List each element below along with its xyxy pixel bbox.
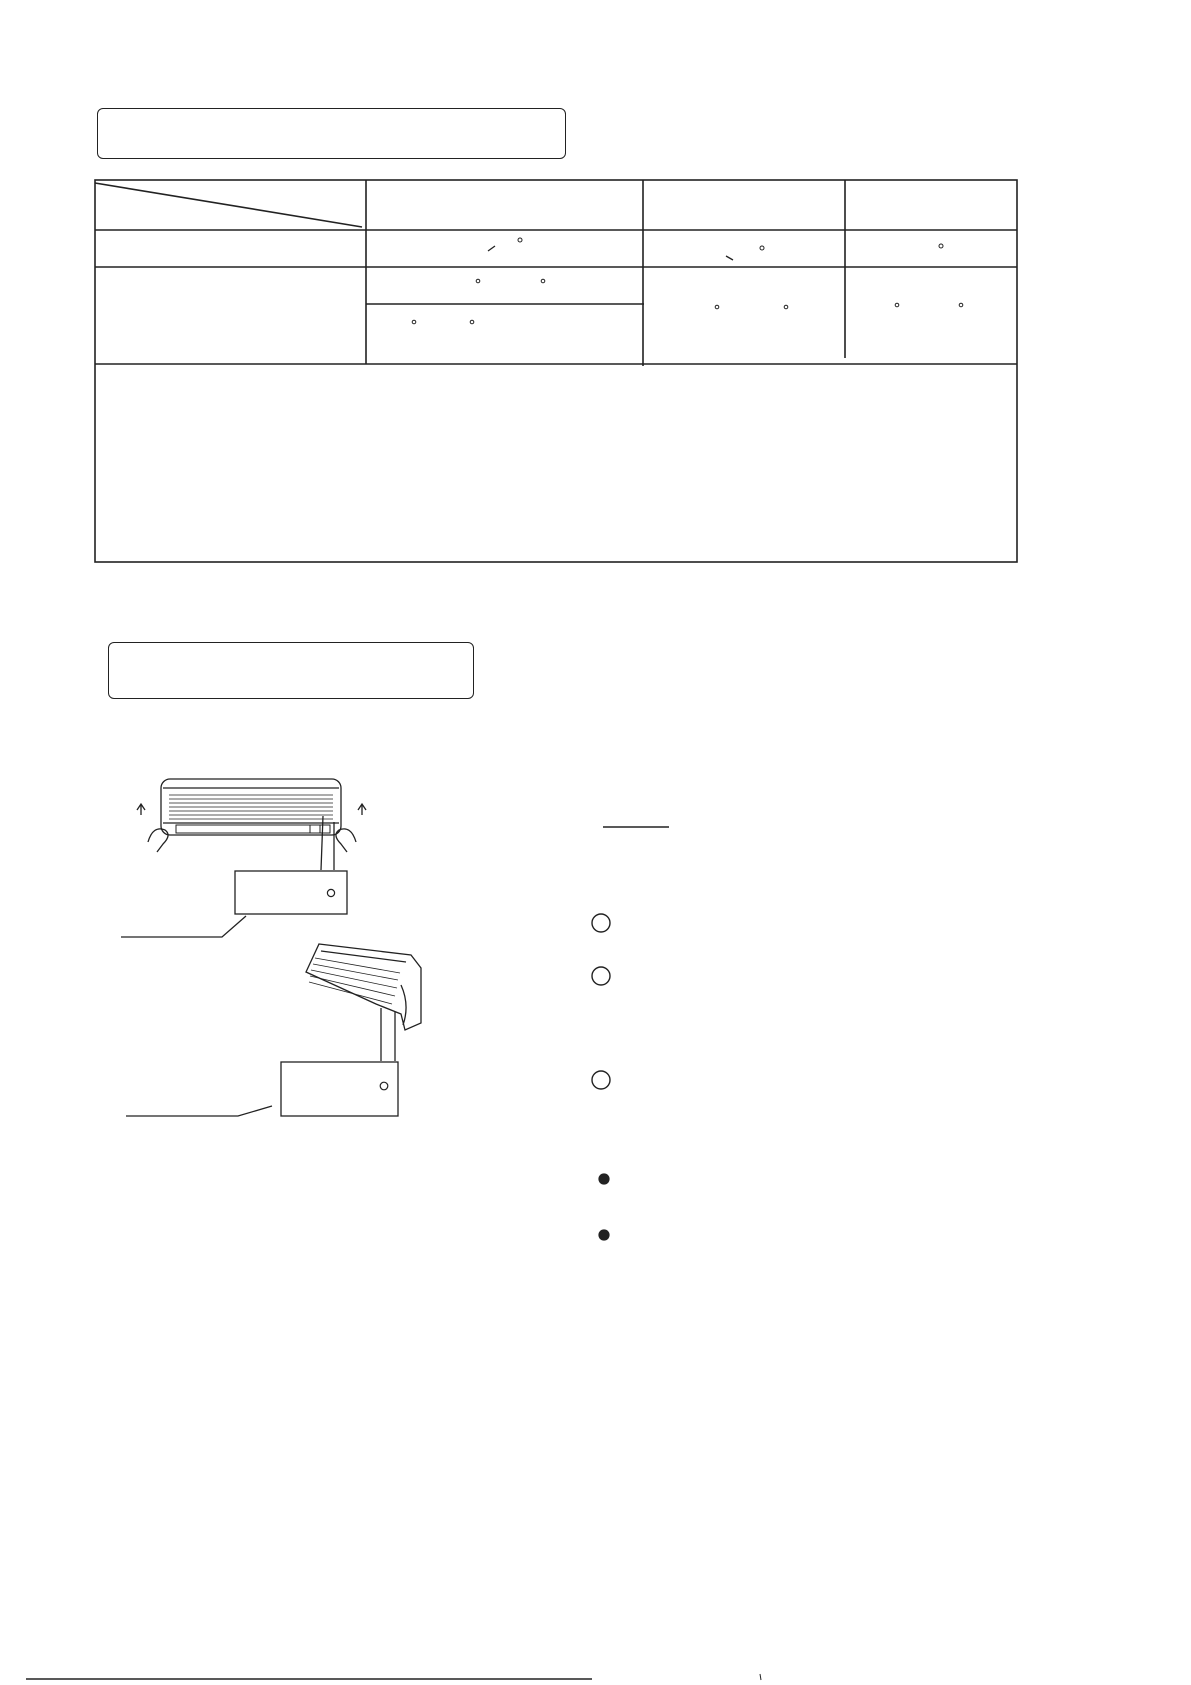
bullet-icon [598,1173,609,1184]
footer-tick [760,1674,761,1680]
step-number-circle [592,1071,610,1089]
step-number-circle [592,967,610,985]
bullet-icon [598,1229,609,1240]
step-number-circle [592,914,610,932]
